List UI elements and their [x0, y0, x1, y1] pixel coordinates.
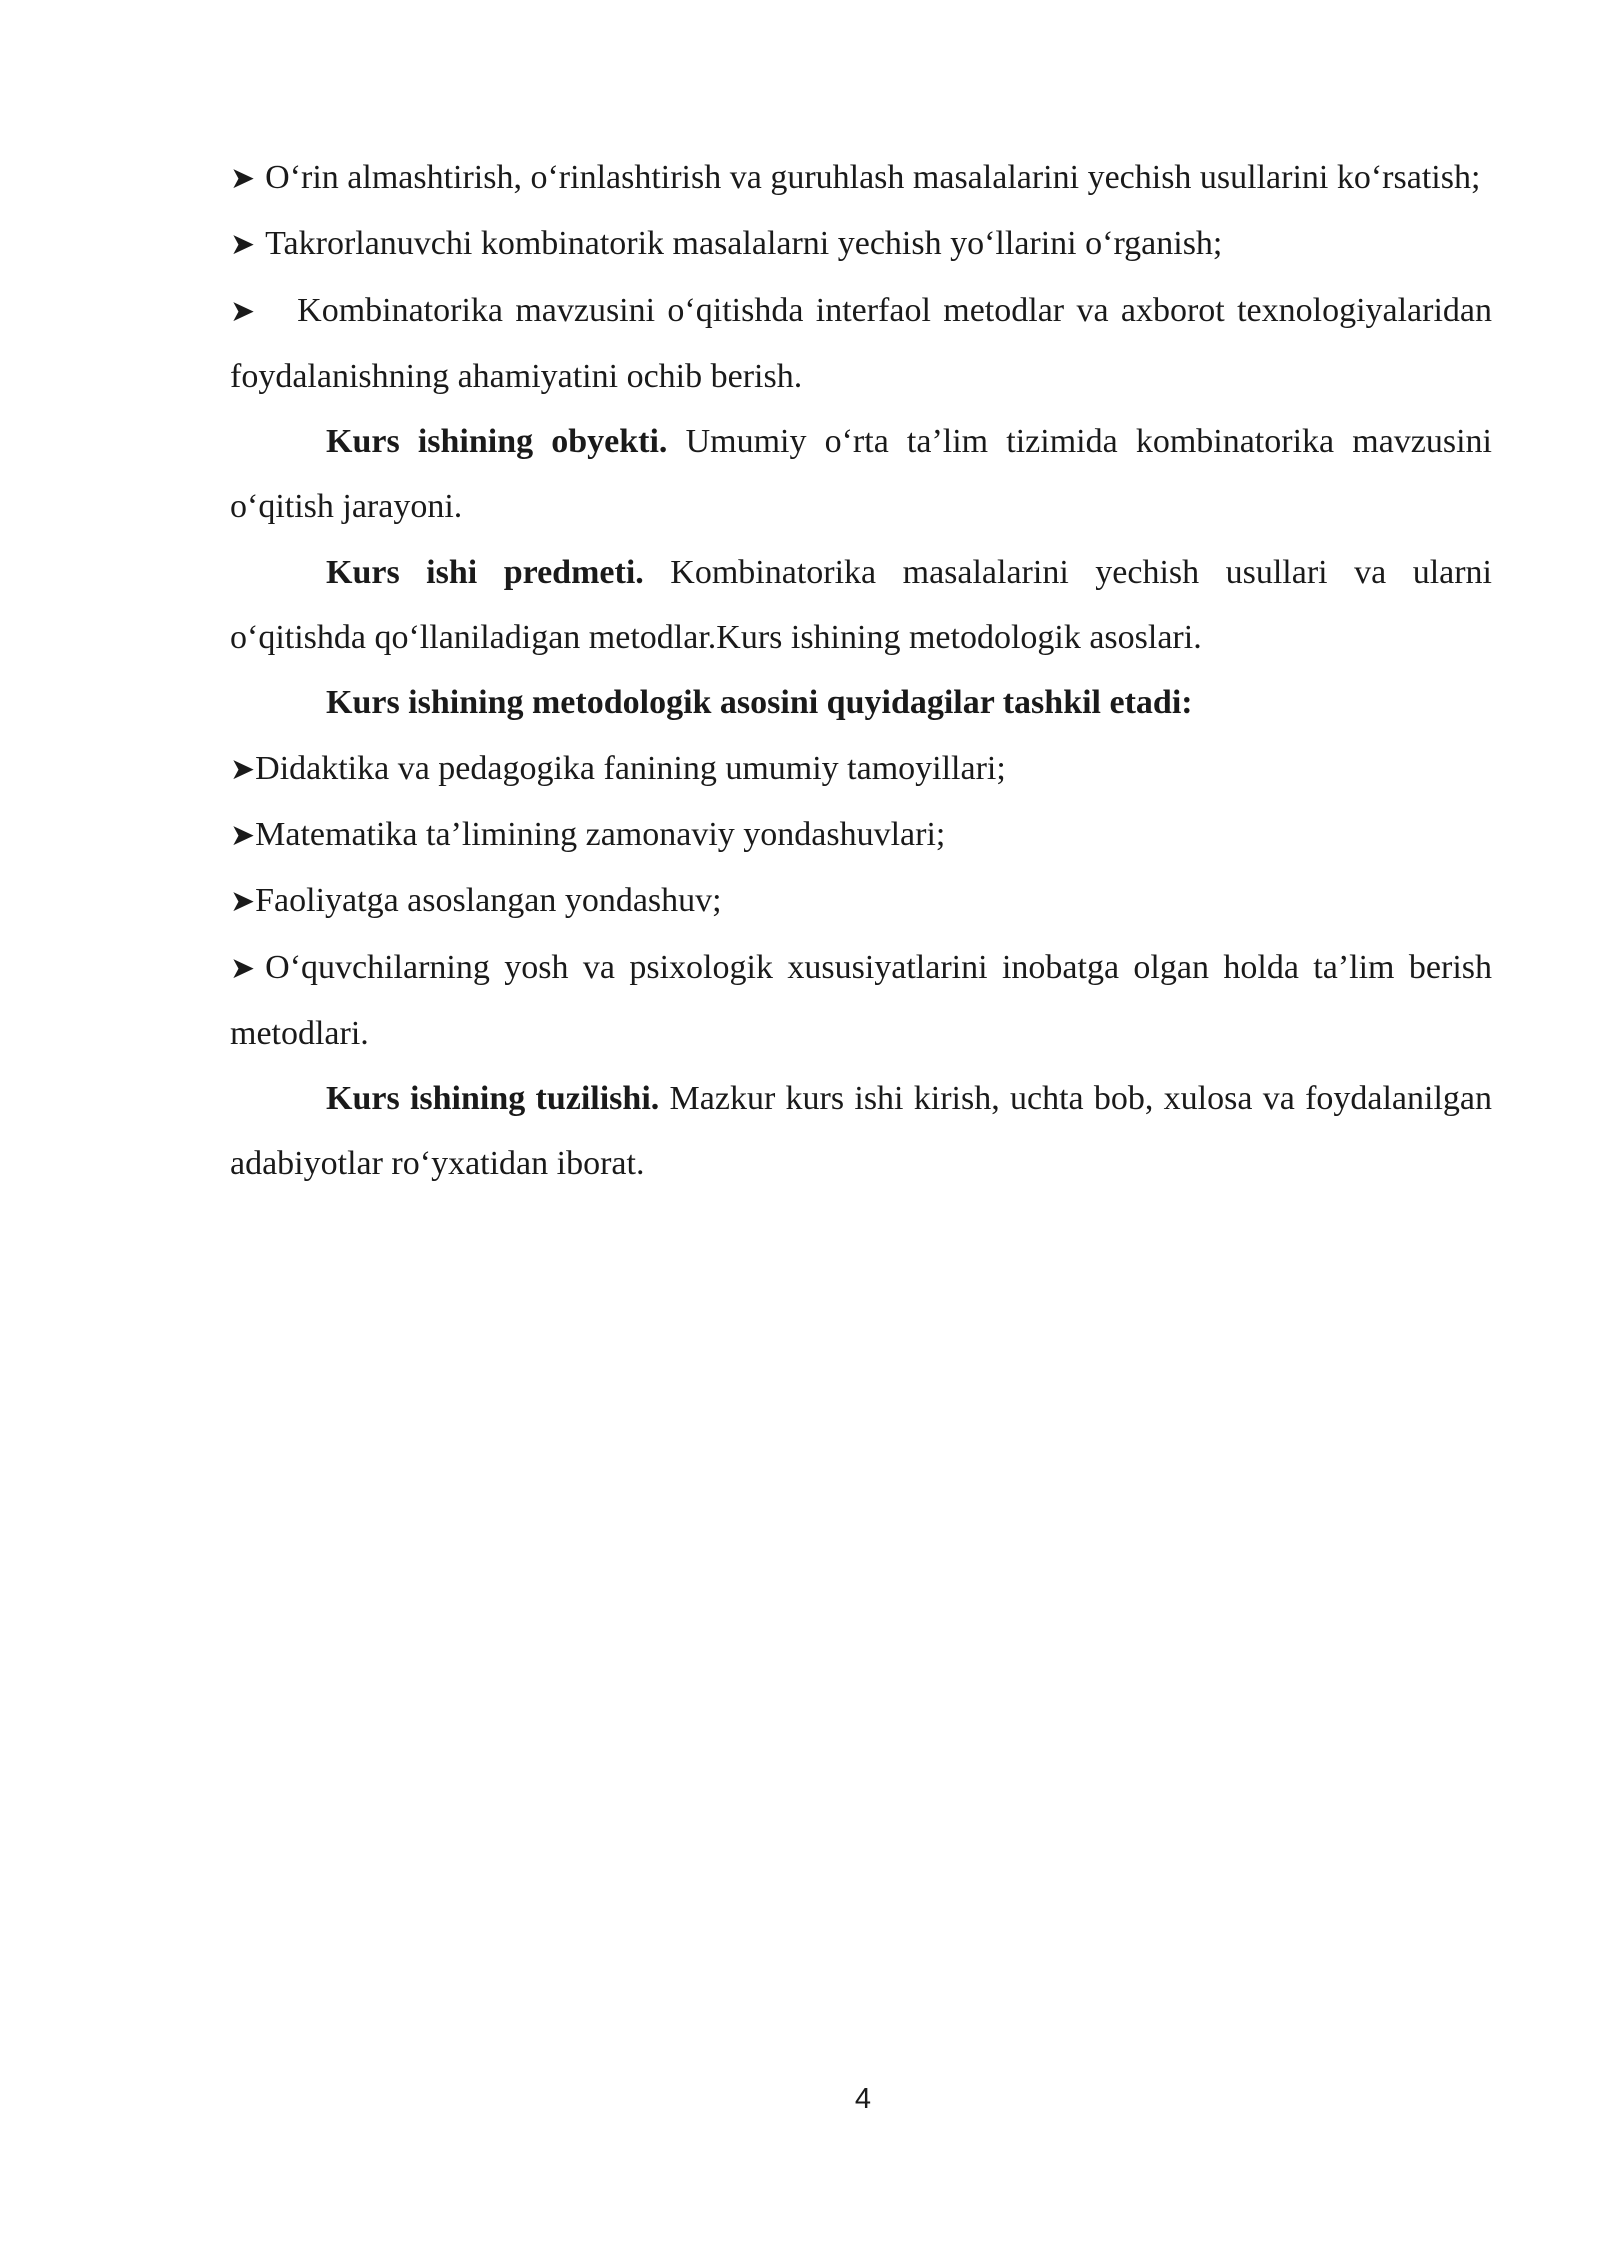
object-paragraph — [230, 409, 1492, 540]
subject-label: Kurs ishi predmeti. — [326, 553, 644, 591]
document-page — [230, 145, 1492, 1197]
methodology-item — [230, 736, 1492, 802]
methodology-item-text: Didaktika va pedagogika fanining umumiy tamoyillari; — [255, 749, 1006, 787]
structure-label: Kurs ishining tuzilishi. — [326, 1080, 660, 1118]
subject-text: Kombinatorika masalalarini yechish usullari va ularni o‘qitishda qo‘llaniladigan metodlar.Kurs ishining metodologik asoslari. — [230, 553, 1492, 657]
arrow-bullet-icon: ➤ — [230, 817, 256, 853]
arrow-bullet-icon: ➤ — [230, 950, 256, 986]
subject-paragraph — [230, 540, 1492, 671]
bullet-item — [230, 145, 1492, 211]
bullet-item — [230, 278, 1492, 410]
object-text: Umumiy o‘rta ta’lim tizimida kombinatorika mavzusini o‘qitish jarayoni. — [230, 423, 1492, 526]
arrow-bullet-icon: ➤ — [230, 751, 256, 787]
methodology-heading — [230, 670, 1492, 735]
bullet-text: Kombinatorika mavzusini o‘qitishda interfaol metodlar va axborot texnologiyalaridan foydalanishning ahamiyatini ochib berish. — [230, 291, 1492, 395]
structure-paragraph — [230, 1066, 1492, 1197]
methodology-item-text: Faoliyatga asoslangan yondashuv; — [255, 882, 722, 920]
arrow-bullet-icon: ➤ — [230, 227, 256, 263]
arrow-bullet-icon: ➤ — [230, 884, 256, 920]
arrow-bullet-icon: ➤ — [230, 161, 256, 196]
bullet-item — [230, 211, 1492, 277]
methodology-item — [230, 935, 1492, 1067]
methodology-item — [230, 868, 1492, 934]
object-label: Kurs ishining obyekti. — [326, 423, 668, 461]
methodology-item-text: Matematika ta’limining zamonaviy yondashuvlari; — [255, 815, 946, 853]
structure-text: Mazkur kurs ishi kirish, uchta bob, xulosa va foydalanilgan adabiyotlar ro‘yxatidan iborat. — [230, 1080, 1493, 1183]
methodology-item — [230, 802, 1492, 868]
arrow-bullet-icon: ➤ — [230, 293, 256, 329]
methodology-item-text: O‘quvchilarning yosh va psixologik xususiyatlarini inobatga olgan holda ta’lim berish metodlari. — [230, 948, 1492, 1052]
bullet-text: O‘rin almashtirish, o‘rinlashtirish va guruhlash masalalarini yechish usullarini ko‘rsatish; — [265, 159, 1481, 196]
bullet-text: Takrorlanuvchi kombinatorik masalalarni yechish yo‘llarini o‘rganish; — [265, 225, 1223, 263]
methodology-heading-text: Kurs ishining metodologik asosini quyidagilar tashkil etadi: — [326, 684, 1193, 722]
page-number: 4 — [854, 2083, 872, 2115]
